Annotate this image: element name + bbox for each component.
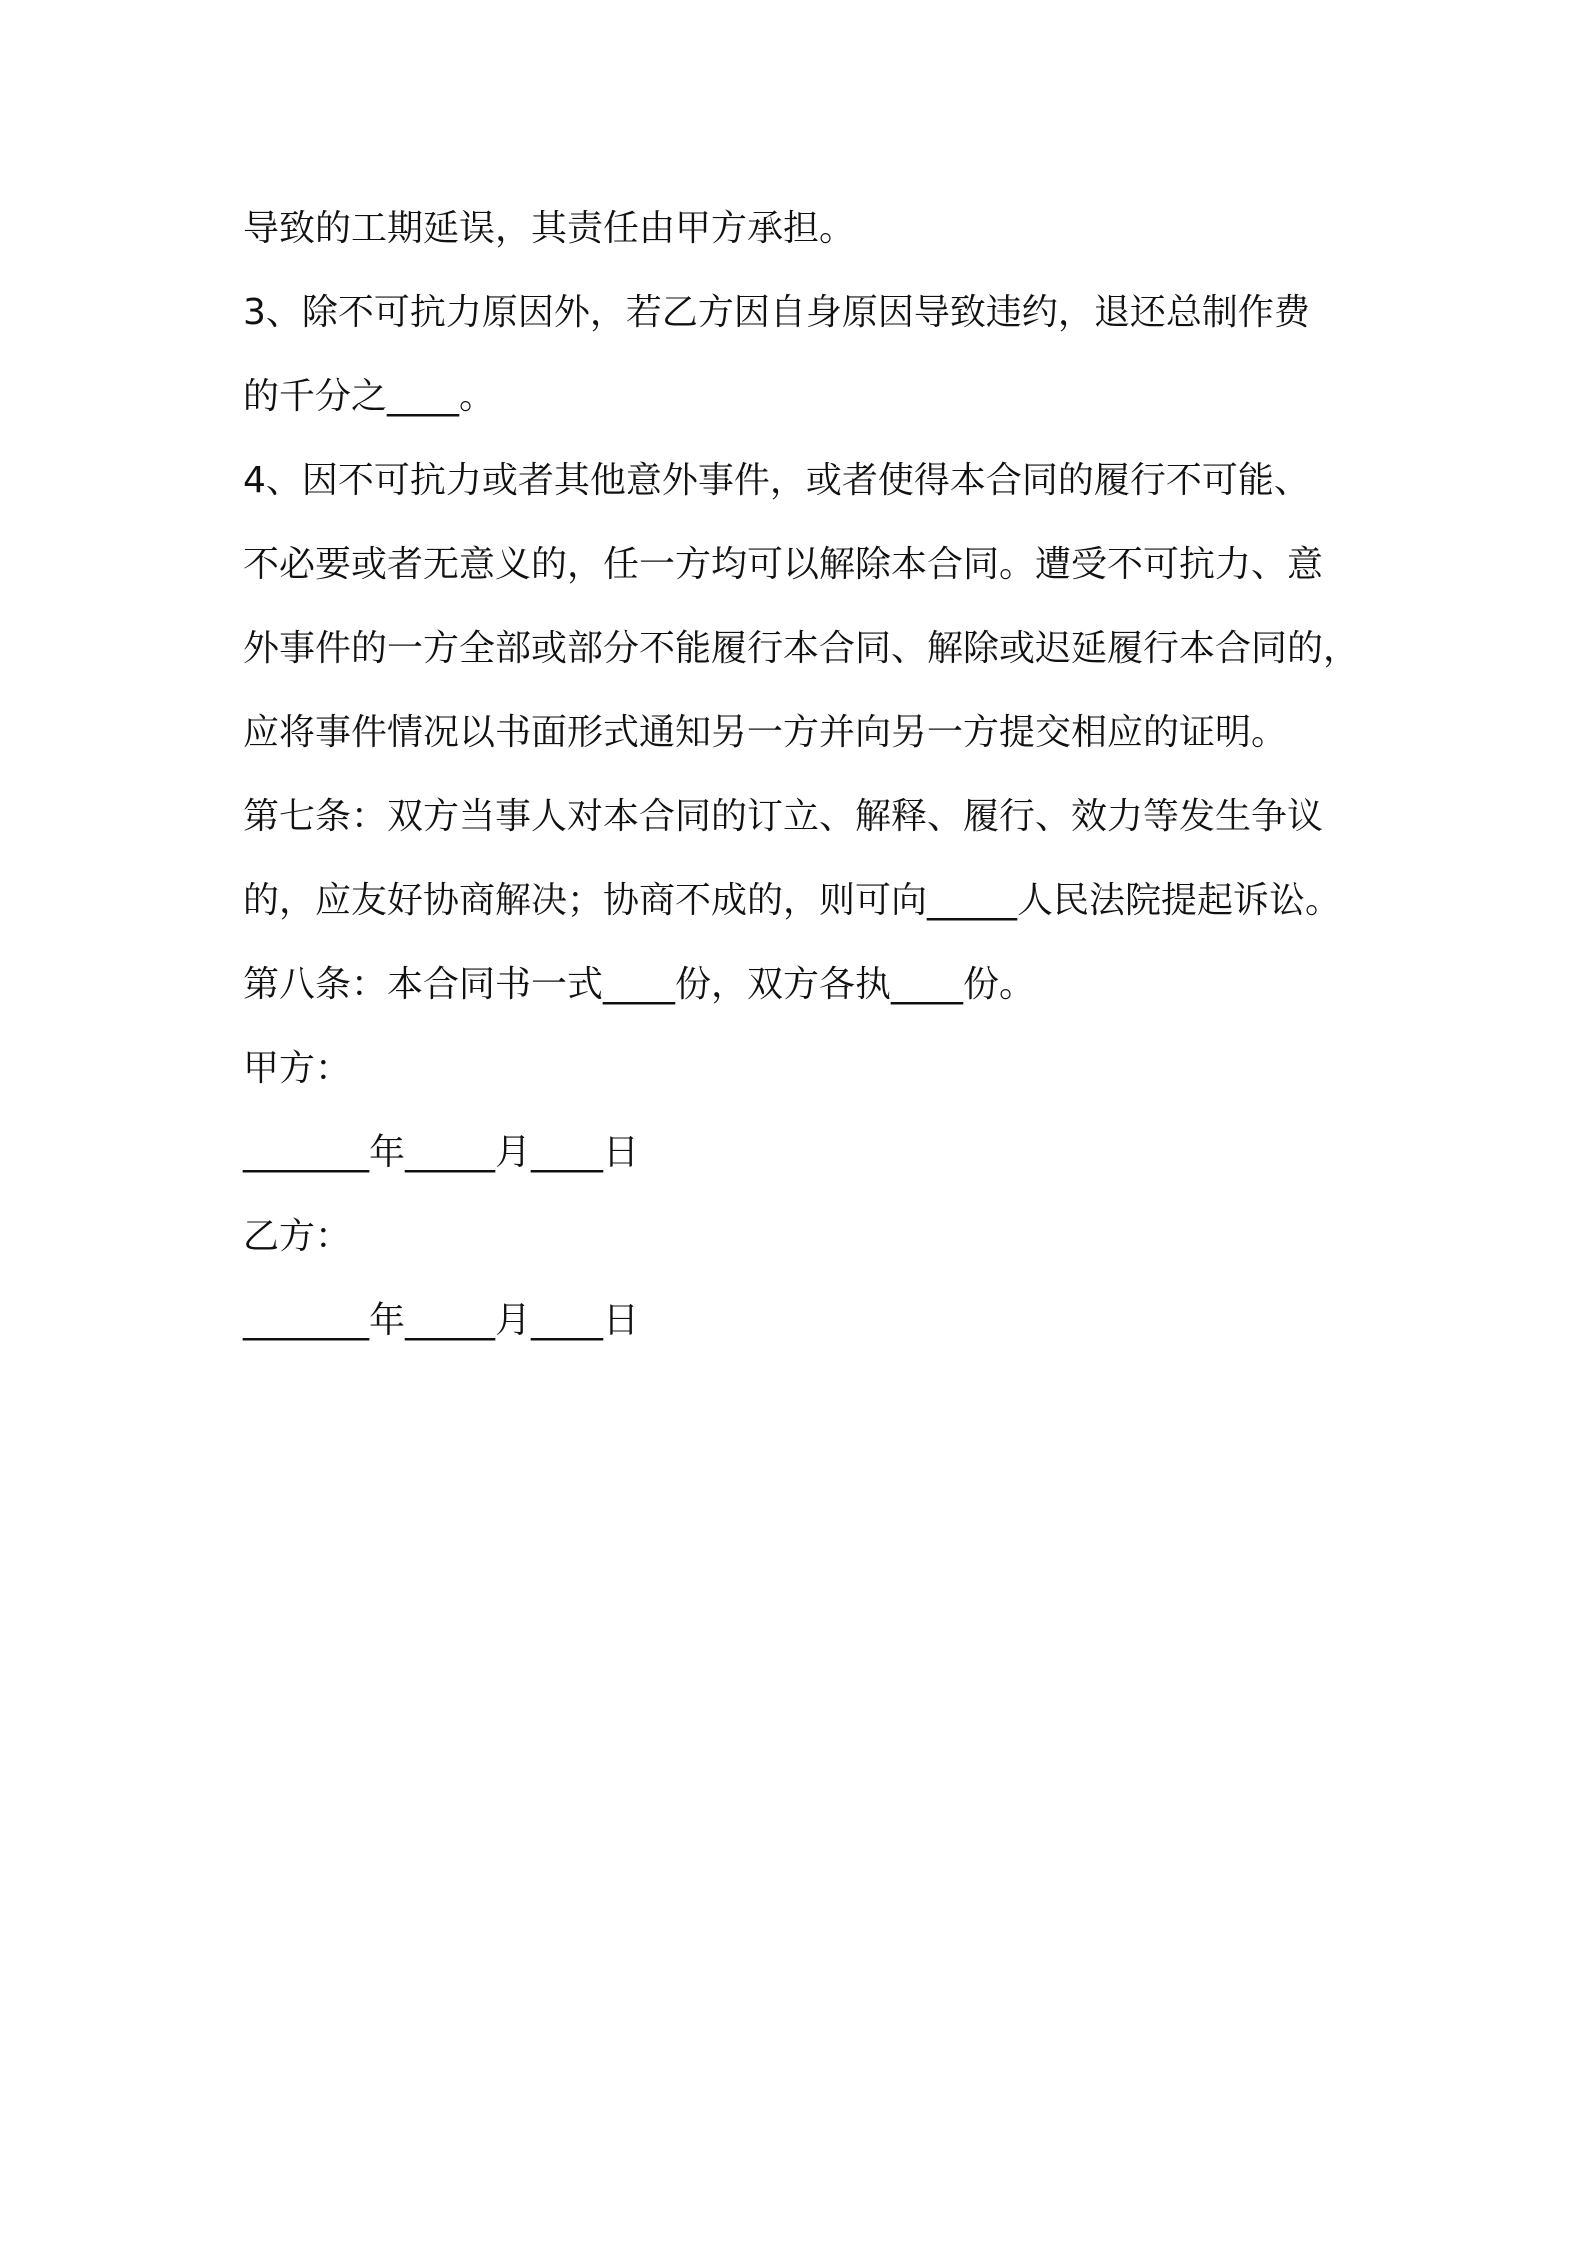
article-7-line: 的，应友好协商解决；协商不成的，则可向_____人民法院提起诉讼。 (243, 880, 1342, 921)
clause-text-line: 导致的工期延误，其责任由甲方承担。 (243, 208, 856, 249)
clause-4-line: 不必要或者无意义的，任一方均可以解除本合同。遭受不可抗力、意 (243, 544, 1324, 585)
party-b-date: _______年_____月____日 (243, 1300, 639, 1341)
party-b-label: 乙方： (243, 1216, 352, 1257)
clause-3-line: 3、除不可抗力原因外，若乙方因自身原因导致违约，退还总制作费 (243, 292, 1310, 333)
party-a-label: 甲方： (243, 1048, 352, 1089)
clause-4-line: 外事件的一方全部或部分不能履行本合同、解除或迟延履行本合同的， (243, 628, 1360, 669)
article-8-line: 第八条：本合同书一式____份，双方各执____份。 (243, 964, 1036, 1005)
clause-4-line: 4、因不可抗力或者其他意外事件，或者使得本合同的履行不可能、 (243, 460, 1310, 501)
article-7-line: 第七条：双方当事人对本合同的订立、解释、履行、效力等发生争议 (243, 796, 1324, 837)
party-a-date: _______年_____月____日 (243, 1132, 639, 1173)
clause-3-line: 的千分之____。 (243, 376, 496, 417)
clause-4-line: 应将事件情况以书面形式通知另一方并向另一方提交相应的证明。 (243, 712, 1288, 753)
